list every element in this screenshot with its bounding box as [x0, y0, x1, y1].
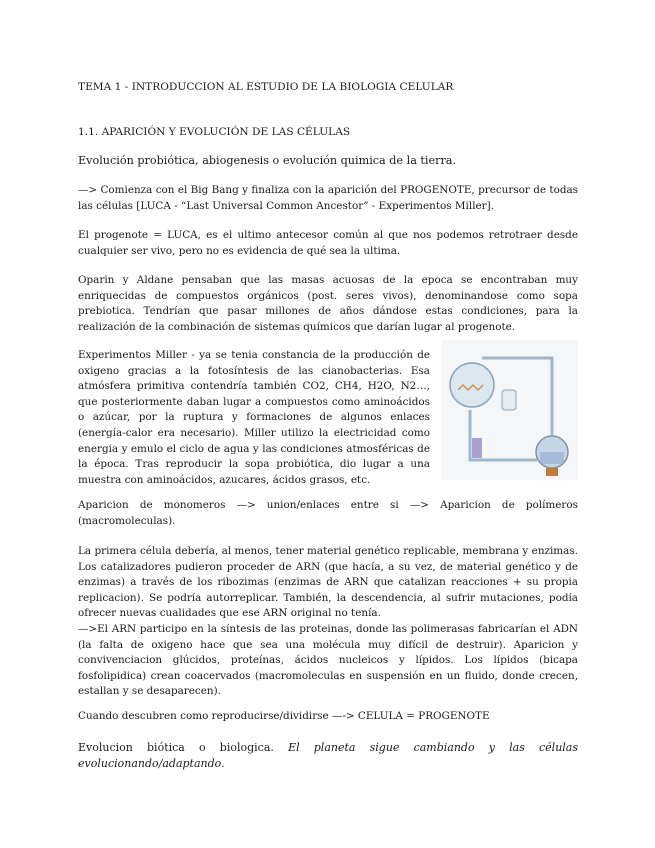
paragraph-oparin: Oparin y Aldane pensaban que las masas acuosas de la epoca se encontraban muy enriquecidas de compuestos orgánicos (post. seres vivos), denominandose como sopa prebiotica. Tendrían que pasar millones de años dándose estas condiciones, para la realización de la combinación de sistemas químicos que darían lugar al progenote.	[78, 274, 578, 333]
paragraph-progenote: El progenote = LUCA, es el ultimo antecesor común al que nos podemos retrotraer desde cualquier ser vivo, pero no es evidencia de qué sea la ultima.	[78, 229, 578, 257]
paragraph-big-bang: —> Comienza con el Big Bang y finaliza con la aparición del PROGENOTE, precursor de todas las células [LUCA - “Last Universal Common Ancestor” - Experimentos Miller].	[78, 184, 578, 212]
paragraph-reproduction: Cuando descubren como reproducirse/dividirse —-> CELULA = PROGENOTE	[78, 710, 490, 722]
paragraph-biotic-evolution	[78, 740, 578, 771]
biotic-plain-text: Evolucion biótica o biologica.	[78, 741, 289, 754]
document-title: TEMA 1 - INTRODUCCION AL ESTUDIO DE LA BIOLOGIA CELULAR	[78, 81, 454, 93]
miller-experiment-illustration	[442, 340, 578, 480]
paragraph-miller: Experimentos Miller - ya se tenia constancia de la producción de oxigeno gracias a la fotosíntesis de las cianobacterias. Esa atmósfera primitiva contendría también CO2, CH4, H2O, N2…, que posteriormente daban lugar a compuestos como aminoácidos o azúcar, por la ruptura y formaciones de algunos enlaces (energía-calor era necesario). Miller utilizo la electricidad como energia y emulo el ciclo de agua y las condiciones atmosféricas de la época. Tras reproducir la sopa probiótica, dio lugar a una muestra con aminoácidos, azucares, ácidos grasos, etc.	[78, 349, 430, 486]
paragraph-monomers: Aparicion de monomeros —> union/enlaces entre si —> Aparicion de polímeros (macromoleculas).	[78, 499, 578, 527]
subtitle: Evolución probiótica, abiogenesis o evolución quimica de la tierra.	[78, 154, 457, 167]
biotic-italic-text: El planeta sigue cambiando y las células evolucionando/adaptando.	[78, 741, 578, 770]
paragraph-first-cell: La primera célula debería, al menos, tener material genético replicable, membrana y enzimas. Los catalizadores pudieron proceder de ARN (que hacía, a su vez, de material genético y de enzimas) a través de los ribozimas (enzimas de ARN que catalizan reacciones + su propia replicacion). Se podría autorreplicar. También, la descendencia, al sufrir mutaciones, podía ofrecer nuevas cualidades que ese ARN original no tenía. —>El ARN participo en la síntesis de las proteinas, donde las polimerasas fabricarían el ADN (la falta de oxigeno hace que sea una molécula muy difícil de destruir). Aparicion y convivenciacion glúcidos, proteínas, ácidos nucleicos y lípidos. Los lípidos (bicapa fosfolipidica) crean coacervados (macromoleculas en suspensión en un fluido, donde crecen, estallan y se desaparecen).	[78, 545, 578, 698]
section-heading: 1.1. APARICIÓN Y EVOLUCIÓN DE LAS CÉLULAS	[78, 126, 351, 138]
